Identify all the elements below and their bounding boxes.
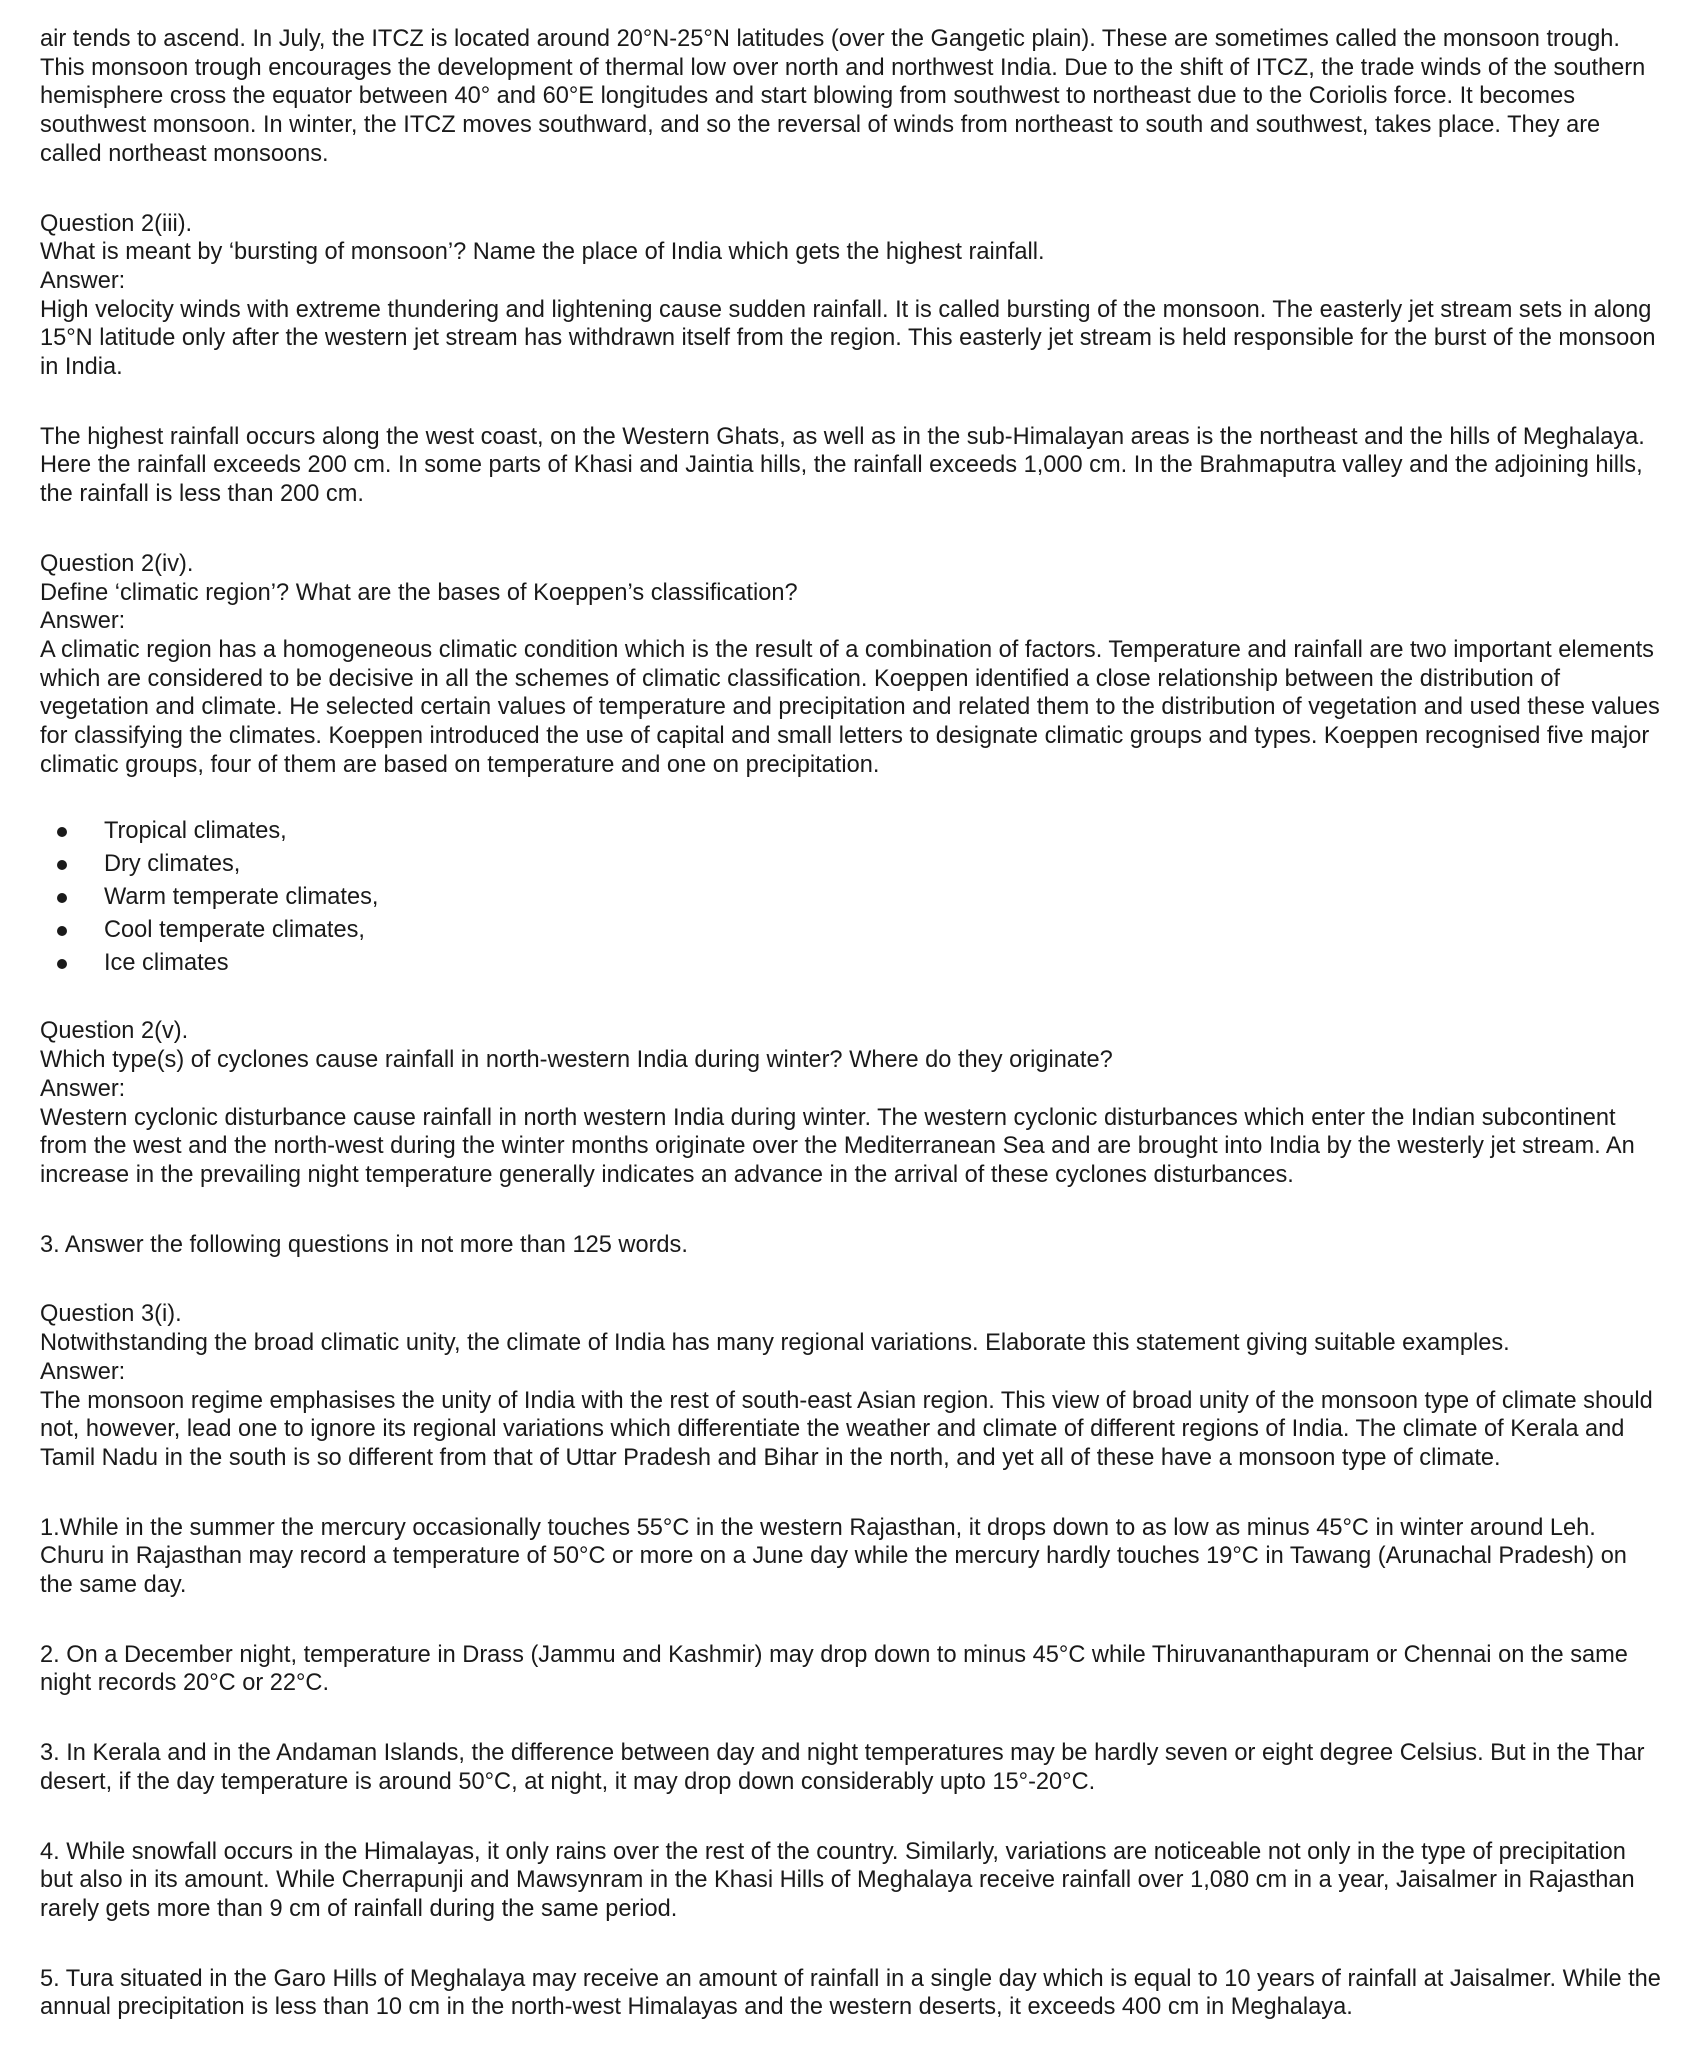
answer-paragraph: The highest rainfall occurs along the west coast, on the Western Ghats, as well as in the sub-Himalayan areas is the northeast and the hills of Meghalaya. Here the rainfall exceeds 200 cm. In some parts of Khasi and Jaintia hills, the rainfall exceeds 1,000 cm. In the Brahmaputra valley and the adjoining hills, the rainfall is less than 200 cm. [40, 423, 1645, 508]
climate-groups-list [40, 815, 1665, 980]
question-text: Notwithstanding the broad climatic unity, the climate of India has many regional variations. Elaborate this statement giving suitable examples. [40, 1330, 1510, 1357]
question-text: Which type(s) of cyclones cause rainfall in north-western India during winter? Where do they originate? [40, 1047, 1113, 1074]
example-point: 3. In Kerala and in the Andaman Islands, the difference between day and night temperatures may be hardly seven or eight degree Celsius. But in the Thar desert, if the day temperature is around 50°C, at night, it may drop down considerably upto 15°-20°C. [40, 1740, 1645, 1795]
answer-label: Answer: [40, 608, 126, 635]
answer-text: High velocity winds with extreme thundering and lightening cause sudden rainfall. It is called bursting of the monsoon. The easterly jet stream sets in along 15°N latitude only after the western jet stream has withdrawn itself from the region. This easterly jet stream is held responsible for the burst of the monsoon in India. [40, 296, 1656, 381]
section-heading: 3. Answer the following questions in not more than 125 words. [40, 1231, 688, 1258]
question-2iii [40, 210, 1665, 382]
example-point: 2. On a December night, temperature in Drass (Jammu and Kashmir) may drop down to minus 45°C while Thiruvananthapuram or Chennai on the same night records 20°C or 22°C. [40, 1641, 1628, 1697]
answer-label: Answer: [40, 267, 126, 294]
answer-label: Answer: [40, 1075, 126, 1102]
question-text: Define ‘climatic region’? What are the bases of Koeppen’s classification? [40, 579, 798, 606]
question-2v [40, 1017, 1665, 1189]
question-heading: Question 2(iii). [40, 210, 193, 237]
question-heading: Question 3(i). [40, 1301, 182, 1328]
intro-paragraph: air tends to ascend. In July, the ITCZ is located around 20°N-25°N latitudes (over the Gangetic plain). These are sometimes called the monsoon trough. This monsoon trough encourages the development of thermal low over north and northwest India. Due to the shift of ITCZ, the trade winds of the southern hemisphere cross the equator between 40° and 60°E longitudes and start blowing from southwest to northeast due to the Coriolis force. It becomes southwest monsoon. In winter, the ITCZ moves southward, and so the reversal of winds from northeast to south and southwest, takes place. They are called northeast monsoons. [40, 26, 1646, 167]
answer-label: Answer: [40, 1358, 126, 1385]
example-point: 5. Tura situated in the Garo Hills of Meghalaya may receive an amount of rainfall in a single day which is equal to 10 years of rainfall at Jaisalmer. While the annual precipitation is less than 10 cm in the north-west Himalayas and the western deserts, it exceeds 400 cm in Meghalaya. [40, 1965, 1661, 2021]
question-3i [40, 1300, 1665, 1472]
question-2iv [40, 550, 1665, 780]
answer-text: Western cyclonic disturbance cause rainfall in north western India during winter. The western cyclonic disturbances which enter the Indian subcontinent from the west and the north-west during the winter months originate over the Mediterranean Sea and are brought into India by the westerly jet stream. An increase in the prevailing night temperature generally indicates an advance in the arrival of these cyclones disturbances. [40, 1104, 1635, 1188]
question-heading: Question 2(iv). [40, 550, 194, 577]
answer-text: The monsoon regime emphasises the unity of India with the rest of south-east Asian region. This view of broad unity of the monsoon type of climate should not, however, lead one to ignore its regional variations which differentiate the weather and climate of different regions of India. The climate of Kerala and Tamil Nadu in the south is so different from that of Uttar Pradesh and Bihar in the north, and yet all of these have a monsoon type of climate. [40, 1387, 1653, 1471]
question-heading: Question 2(v). [40, 1018, 189, 1045]
list-item: Ice climates [40, 947, 1665, 980]
example-point: 4. While snowfall occurs in the Himalayas, it only rains over the rest of the country. Similarly, variations are noticeable not only in the type of precipitation but also in its amount. While Cherrapunji and Mawsynram in the Khasi Hills of Meghalaya receive rainfall over 1,080 cm in a year, Jaisalmer in Rajasthan rarely gets more than 9 cm of rainfall during the same period. [40, 1838, 1635, 1922]
list-item: Cool temperate climates, [40, 914, 1665, 947]
answer-text: A climatic region has a homogeneous climatic condition which is the result of a combination of factors. Temperature and rainfall are two important elements which are considered to be decisive in all the schemes of climatic classification. Koeppen identified a close relationship between the distribution of vegetation and climate. He selected certain values of temperature and precipitation and related them to the distribution of vegetation and used these values for classifying the climates. Koeppen introduced the use of capital and small letters to designate climatic groups and types. Koeppen recognised five major climatic groups, four of them are based on temperature and one on precipitation. [40, 636, 1660, 778]
question-text: What is meant by ‘bursting of monsoon’? Name the place of India which gets the highest rainfall. [40, 239, 1045, 266]
list-item: Warm temperate climates, [40, 881, 1665, 914]
list-item: Tropical climates, [40, 815, 1665, 848]
list-item: Dry climates, [40, 848, 1665, 881]
example-point: 1.While in the summer the mercury occasionally touches 55°C in the western Rajasthan, it drops down to as low as minus 45°C in winter around Leh. Churu in Rajasthan may record a temperature of 50°C or more on a June day while the mercury hardly touches 19°C in Tawang (Arunachal Pradesh) on the same day. [40, 1514, 1627, 1599]
